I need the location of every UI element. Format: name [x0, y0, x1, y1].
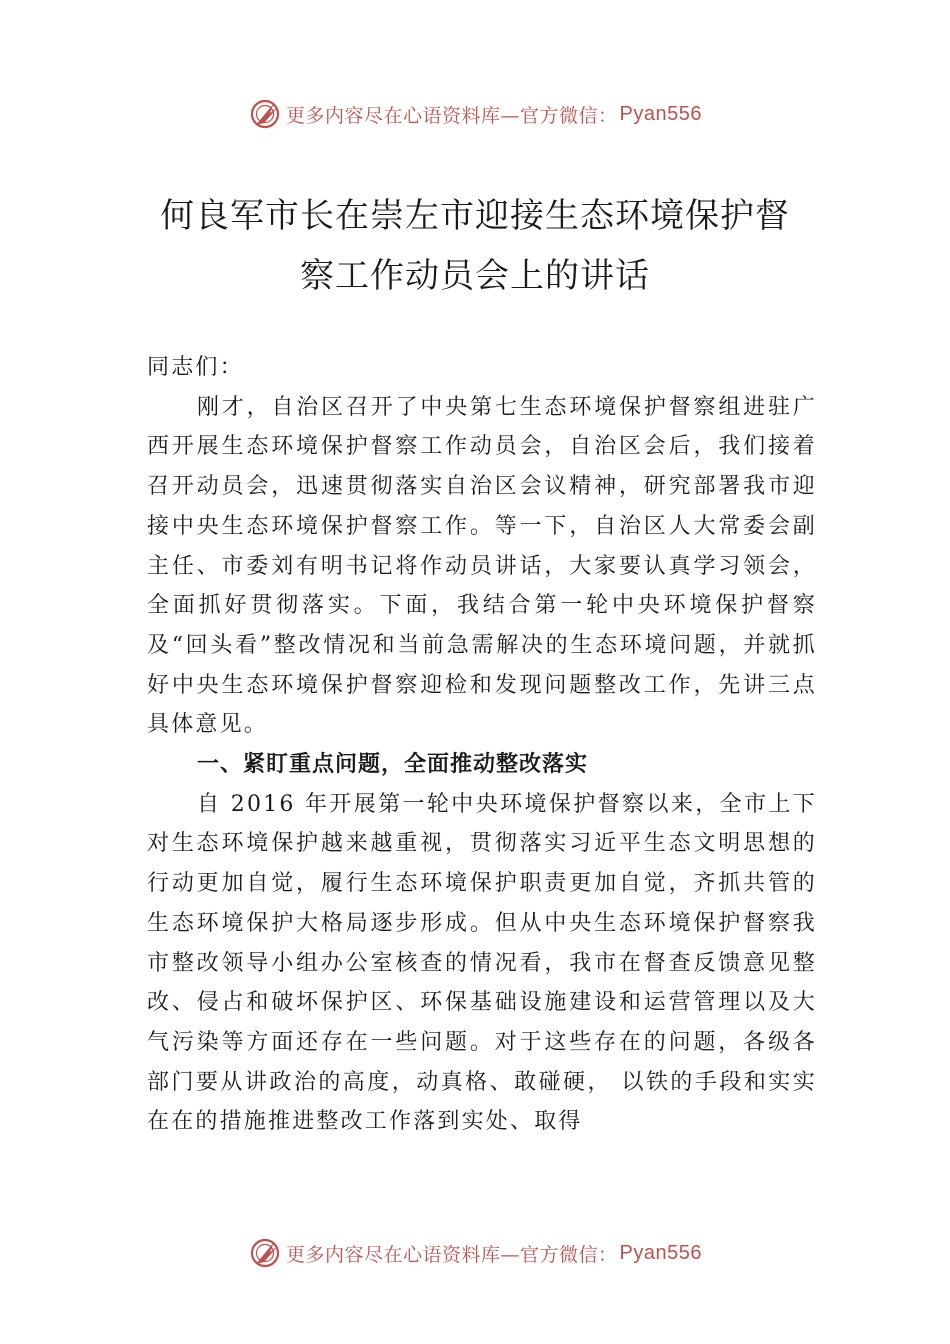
- paragraph-2: 自 2016 年开展第一轮中央环境保护督察以来，全市上下对生态环境保护越来越重视，贯彻落实习近平生态文明思想的行动更加自觉，履行生态环境保护职责更加自觉，齐抓共管的生态环境保护大格局逐步形成。但从中央生态环境保护督察我市整改领导小组办公室核查的情况看，我市在督查反馈意见整改、侵占和破坏保护区、环保基础设施建设和运营管理以及大气污染等方面还存在一些问题。对于这些存在的问题，各级各部门要从讲政治的高度，动真格、敢碰硬， 以铁的手段和实实在在的措施推进整改工作落到实处、取得: [147, 791, 817, 1135]
- document-body: [147, 348, 817, 1142]
- document-title: [140, 186, 810, 306]
- watermark-banner-bottom: [0, 1233, 950, 1273]
- salutation: 同志们：: [147, 355, 244, 380]
- watermark-text: 更多内容尽在心语资料库—官方微信：: [286, 1243, 618, 1266]
- watermark-text: 更多内容尽在心语资料库—官方微信：: [286, 104, 618, 127]
- quill-logo-icon: [248, 97, 282, 131]
- watermark-wechat-id: Pyan556: [619, 1241, 702, 1264]
- quill-logo-icon: [248, 1236, 282, 1270]
- paragraph-1: 刚才，自治区召开了中央第七生态环境保护督察组进驻广西开展生态环境保护督察工作动员会，自治区会后，我们接着召开动员会，迅速贯彻落实自治区会议精神，研究部署我市迎接中央生态环境保护督察工作。等一下，自治区人大常委会副主任、市委刘有明书记将作动员讲话，大家要认真学习领会，全面抓好贯彻落实。下面，我结合第一轮中央环境保护督察及“回头看”整改情况和当前急需解决的生态环境问题，并就抓好中央生态环境保护督察迎检和发现问题整改工作，先讲三点具体意见。: [147, 394, 817, 738]
- watermark-wechat-id: Pyan556: [619, 102, 702, 125]
- title-line-1: 何良军市长在崇左市迎接生态环境保护督: [160, 196, 790, 236]
- section-heading-1: 一、紧盯重点问题，全面推动整改落实: [197, 752, 589, 778]
- title-line-2: 察工作动员会上的讲话: [300, 256, 650, 296]
- watermark-banner-top: [0, 94, 950, 134]
